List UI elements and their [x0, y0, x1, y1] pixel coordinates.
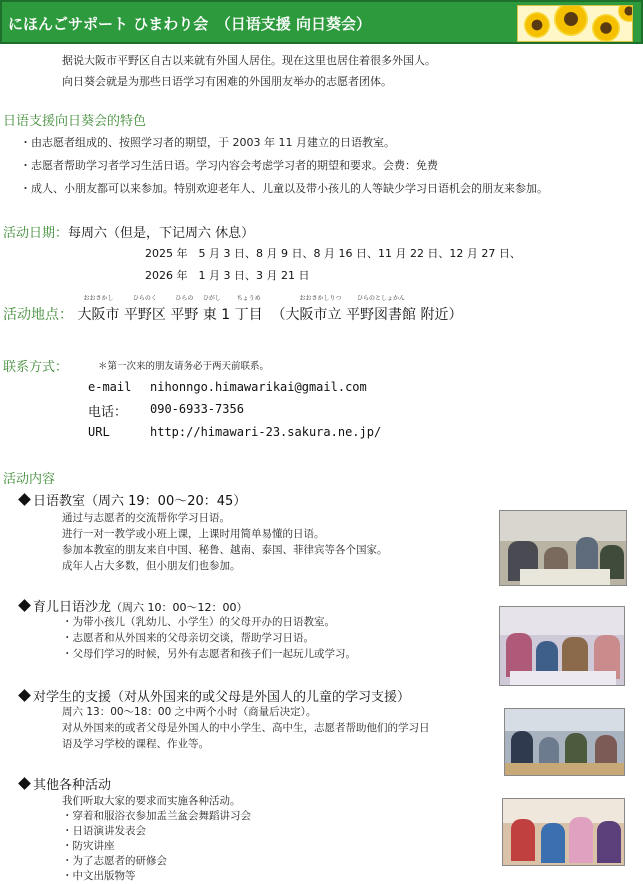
activity-line: 进行一对一教学或小班上课，上课时用简单易懂的日语。 [62, 528, 325, 540]
place-ruby: ひらのとしょかん [356, 295, 405, 302]
schedule-dates-2025: 2025 年 5 月 3 日、8 月 9 日、8 月 16 日、11 月 22 日、12 月 27 日、 [145, 247, 521, 260]
activity-line: 成年人占大多数，但小朋友们也参加。 [62, 560, 241, 572]
activity-line: ・中文出版物等 [62, 870, 136, 882]
phone-label: 电话： [88, 405, 128, 420]
place-text: 丁目 [234, 307, 263, 323]
feature-item: ・志愿者帮助学习者学习生活日语。学习内容会考虑学习者的期望和要求。会费：免费 [20, 159, 438, 172]
activity-line: ・为带小孩儿（乳幼儿、小学生）的父母开办的日语教室。 [62, 616, 335, 628]
activity-body [62, 510, 388, 574]
activity-body [62, 794, 251, 884]
page-header [0, 0, 643, 44]
diamond-bullet-icon [18, 777, 31, 790]
email-value[interactable]: nihonngo.himawarikai@gmail.com [150, 380, 367, 394]
page-title: にほんごサポート ひまわり会 （日语支援 向日葵会） [8, 15, 371, 33]
place-label: 活动地点： [3, 307, 73, 323]
feature-item: ・由志愿者组成的、按照学习者的期望，于 2003 年 11 月建立的日语教室。 [20, 136, 395, 149]
activity-body [62, 614, 356, 662]
place-part [271, 295, 342, 324]
sunflowers-icon [517, 5, 633, 42]
place-ruby: おおさかし [83, 295, 114, 302]
place-text: （大阪市立 [271, 307, 342, 323]
activity-title-text: 对学生的支援（对从外国来的或父母是外国人的儿童的学习支援） [33, 690, 411, 705]
activity-title-text: 日语教室（周六 19：00～20：45） [33, 494, 247, 509]
url-link[interactable]: http://himawari-23.sakura.ne.jp/ [150, 425, 382, 439]
place-text: 東 [202, 307, 217, 323]
contact-row [3, 356, 68, 375]
schedule-row [3, 222, 254, 241]
activity-line: ・志愿者和从外国来的父母亲切交谈，帮助学习日语。 [62, 632, 314, 644]
student-support-photo [504, 708, 625, 776]
activity-line: 语及学习学校的课程、作业等。 [62, 738, 209, 750]
place-text: 大阪市 [77, 307, 120, 323]
other-activities-photo [502, 798, 625, 866]
place-ruby: ひらの [175, 295, 194, 302]
place-ruby: おおさかしりつ [299, 295, 342, 302]
place-text: 附近） [420, 307, 463, 323]
activity-title [20, 686, 410, 705]
place-part [346, 295, 416, 324]
place-part [170, 295, 199, 324]
schedule-value: 每周六（但是，下记周六 休息） [68, 226, 255, 241]
place-text: 平野図書館 [346, 307, 416, 323]
place-text: 平野区 [123, 307, 166, 323]
schedule-label: 活动日期： [3, 226, 69, 241]
place-part [77, 295, 120, 324]
place-part [420, 304, 462, 324]
activities-heading: 活动内容 [3, 472, 56, 487]
intro-line-2: 向日葵会就是为那些日语学习有困难的外国朋友举办的志愿者团体。 [62, 75, 392, 88]
diamond-bullet-icon [18, 599, 31, 612]
activity-title-time: （周六 10：00～12：00） [111, 601, 248, 614]
activity-line: ・父母们学习的时候，另外有志愿者和孩子们一起玩儿或学习。 [62, 648, 356, 660]
place-text: 1 [221, 307, 231, 323]
activity-title-text: 其他各种活动 [33, 778, 112, 793]
diamond-bullet-icon [18, 493, 31, 506]
activity-title-text: 育儿日语沙龙 [33, 600, 112, 615]
phone-value[interactable]: 090-6933-7356 [150, 402, 244, 416]
email-label: e-mail [88, 380, 132, 394]
place-part [221, 307, 230, 323]
activity-line: 通过与志愿者的交流帮你学习日语。 [62, 512, 230, 524]
schedule-dates-2026: 2026 年 1 月 3 日、3 月 21 日 [145, 269, 310, 282]
activity-title [20, 774, 111, 793]
activity-line: 参加本教室的朋友来自中国、秘鲁、越南、泰国、菲律宾等各个国家。 [62, 544, 388, 556]
place-part [234, 295, 263, 324]
activity-line: ・为了志愿者的研修会 [62, 855, 167, 867]
intro-line-1: 据说大阪市平野区自古以来就有外国人居住。现在这里也居住着很多外国人。 [62, 54, 436, 67]
activity-line: 对从外国来的或者父母是外国人的中小学生、高中生，志愿者帮助他们的学习日 [62, 722, 430, 734]
place-ruby: ひがし [202, 295, 221, 302]
activity-line: 周六 13：00～18：00 之中两个小时（商量后决定）。 [62, 706, 317, 718]
activity-title [20, 490, 246, 509]
activity-line: ・日语演讲发表会 [62, 825, 146, 837]
place-ruby: ひらのく [132, 295, 157, 302]
classroom-photo [499, 510, 627, 586]
features-heading: 日语支援向日葵会的特色 [3, 114, 147, 129]
feature-item: ・成人、小朋友都可以来参加。特别欢迎老年人、儿童以及带小孩儿的人等缺少学习日语机会的朋友来参加。 [20, 182, 548, 195]
parenting-salon-photo [499, 606, 625, 686]
activity-body [62, 704, 430, 752]
diamond-bullet-icon [18, 689, 31, 702]
place-row [3, 295, 463, 324]
activity-title [20, 596, 248, 615]
activity-line: ・穿着和服浴衣参加盂兰盆会舞蹈讲习会 [62, 810, 251, 822]
contact-note: ＊第一次来的朋友请务必于两天前联系。 [98, 361, 270, 372]
contact-label: 联系方式： [3, 360, 69, 375]
place-ruby: ちょうめ [236, 295, 261, 302]
place-part [202, 295, 221, 324]
activity-line: ・防灾讲座 [62, 840, 115, 852]
activity-line: 我们听取大家的要求而实施各种活动。 [62, 795, 241, 807]
place-part [123, 295, 166, 324]
place-text: 平野 [170, 307, 199, 323]
url-label: URL [88, 425, 110, 439]
